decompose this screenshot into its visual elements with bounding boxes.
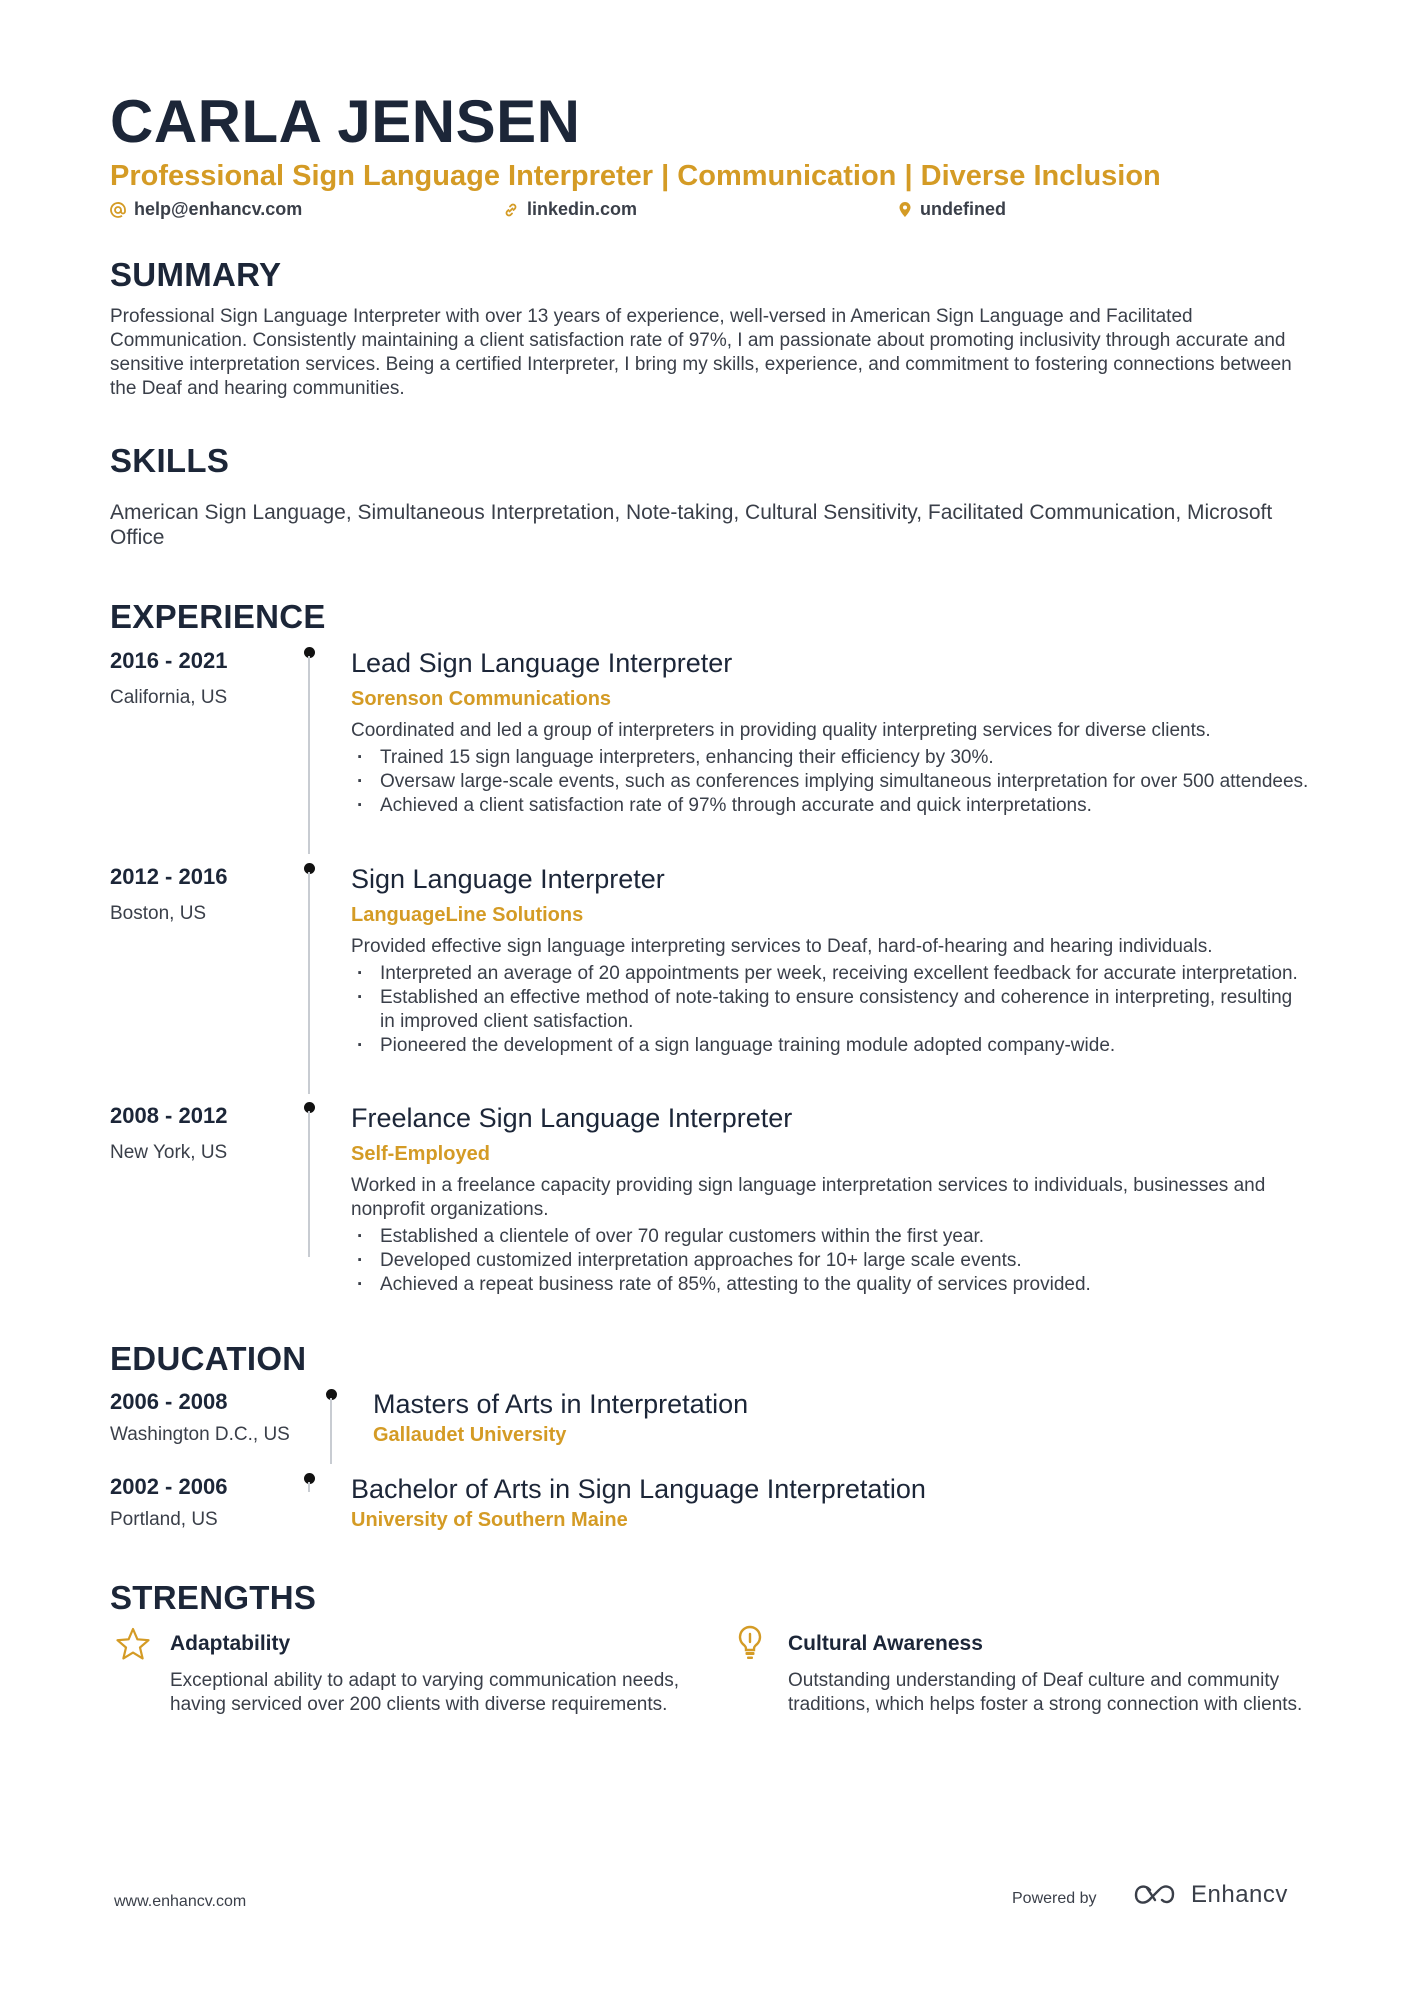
footer-website[interactable]: www.enhancv.com <box>114 1893 247 1910</box>
strength-title: Cultural Awareness <box>788 1632 983 1655</box>
timeline-line <box>308 656 310 854</box>
experience-dates: 2008 - 2012 <box>110 1103 228 1128</box>
contact-location <box>898 199 1006 220</box>
experience-bullet: · Pioneered the development of a sign language training module adopted company-wide. <box>351 1034 1311 1058</box>
experience-bullet: · Interpreted an average of 20 appointments per week, receiving excellent feedback for accurate interpretation. <box>351 962 1311 986</box>
experience-bullets <box>351 962 1311 1058</box>
contact-linkedin[interactable] <box>503 199 637 220</box>
footer-brand-name: Enhancv <box>1191 1881 1288 1908</box>
footer-brand-logo[interactable] <box>1133 1881 1288 1909</box>
summary-heading: SUMMARY <box>110 256 282 293</box>
contact-email[interactable] <box>110 199 302 220</box>
experience-company: Self-Employed <box>351 1143 490 1165</box>
education-location: Washington D.C., US <box>110 1424 290 1445</box>
experience-bullet: · Achieved a repeat business rate of 85%, attesting to the quality of services provided. <box>351 1273 1311 1297</box>
skills-text: American Sign Language, Simultaneous Interpretation, Note-taking, Cultural Sensitivity, Facilitated Communication, Microsoft Office <box>110 501 1273 549</box>
education-heading: EDUCATION <box>110 1340 307 1377</box>
experience-role: Lead Sign Language Interpreter <box>351 648 733 678</box>
link-icon <box>503 202 519 218</box>
experience-description: Provided effective sign language interpreting services to Deaf, hard-of-hearing and hearing individuals. <box>351 936 1213 957</box>
experience-bullets <box>351 1225 1311 1297</box>
experience-bullet: · Developed customized interpretation approaches for 10+ large scale events. <box>351 1249 1311 1273</box>
experience-description: Coordinated and led a group of interpreters in providing quality interpreting services for diverse clients. <box>351 720 1211 741</box>
skills-heading: SKILLS <box>110 442 230 479</box>
experience-role: Freelance Sign Language Interpreter <box>351 1103 793 1133</box>
education-location: Portland, US <box>110 1509 218 1530</box>
strength-description: Exceptional ability to adapt to varying communication needs, having serviced over 200 clients with diverse requirements. <box>170 1670 680 1715</box>
experience-heading: EXPERIENCE <box>110 598 326 635</box>
star-icon <box>115 1627 151 1661</box>
experience-description: Worked in a freelance capacity providing sign language interpretation services to individuals, businesses and nonprofit organizations. <box>351 1175 1266 1220</box>
strength-title: Adaptability <box>170 1632 291 1655</box>
candidate-name: CARLA JENSEN <box>110 88 581 155</box>
timeline-line <box>308 1482 310 1492</box>
timeline-line <box>308 872 310 1094</box>
experience-location: California, US <box>110 687 228 708</box>
education-dates: 2006 - 2008 <box>110 1389 228 1414</box>
candidate-headline: Professional Sign Language Interpreter | Communication | Diverse Inclusion <box>110 160 1161 192</box>
experience-bullet: · Oversaw large-scale events, such as conferences implying simultaneous interpretation for over 500 attendees. <box>351 770 1311 794</box>
strengths-heading: STRENGTHS <box>110 1579 317 1616</box>
strength-description: Outstanding understanding of Deaf culture and community traditions, which helps foster a strong connection with clients. <box>788 1670 1303 1715</box>
contact-location-text: undefined <box>920 199 1006 219</box>
map-pin-icon <box>898 201 912 218</box>
summary-text: Professional Sign Language Interpreter with over 13 years of experience, well-versed in American Sign Language and Facilitated Communication. Consistently maintaining a client satisfaction rate of 97%, I am passionate about promoting inclusivity through accurate and sensitive interpretation services. Being a certified Interpreter, I bring my skills, experience, and commitment to fostering connections between the Deaf and hearing communities. <box>110 306 1292 399</box>
enhancv-logo-icon <box>1133 1882 1181 1908</box>
education-degree: Masters of Arts in Interpretation <box>373 1389 749 1419</box>
education-school: University of Southern Maine <box>351 1509 628 1531</box>
experience-company: Sorenson Communications <box>351 688 612 710</box>
experience-bullet: · Established an effective method of note-taking to ensure consistency and coherence in interpreting, resulting in improved client satisfaction. <box>351 986 1311 1034</box>
experience-location: Boston, US <box>110 903 207 924</box>
experience-bullet: · Trained 15 sign language interpreters, enhancing their efficiency by 30%. <box>351 746 1311 770</box>
experience-dates: 2016 - 2021 <box>110 648 228 673</box>
education-dates: 2002 - 2006 <box>110 1474 228 1499</box>
lightbulb-icon <box>737 1625 763 1661</box>
experience-location: New York, US <box>110 1142 228 1163</box>
experience-company: LanguageLine Solutions <box>351 904 584 926</box>
experience-role: Sign Language Interpreter <box>351 864 665 894</box>
experience-dates: 2012 - 2016 <box>110 864 228 889</box>
timeline-line <box>330 1398 332 1464</box>
contact-email-text: help@enhancv.com <box>134 199 303 219</box>
education-school: Gallaudet University <box>373 1424 567 1446</box>
timeline-line <box>308 1111 310 1257</box>
at-icon <box>110 202 126 218</box>
education-degree: Bachelor of Arts in Sign Language Interpretation <box>351 1474 926 1504</box>
experience-bullets <box>351 746 1311 818</box>
experience-bullet: · Established a clientele of over 70 regular customers within the first year. <box>351 1225 1311 1249</box>
footer-powered-by: Powered by <box>1012 1890 1097 1907</box>
contact-linkedin-text: linkedin.com <box>527 199 638 219</box>
experience-bullet: · Achieved a client satisfaction rate of 97% through accurate and quick interpretations. <box>351 794 1311 818</box>
